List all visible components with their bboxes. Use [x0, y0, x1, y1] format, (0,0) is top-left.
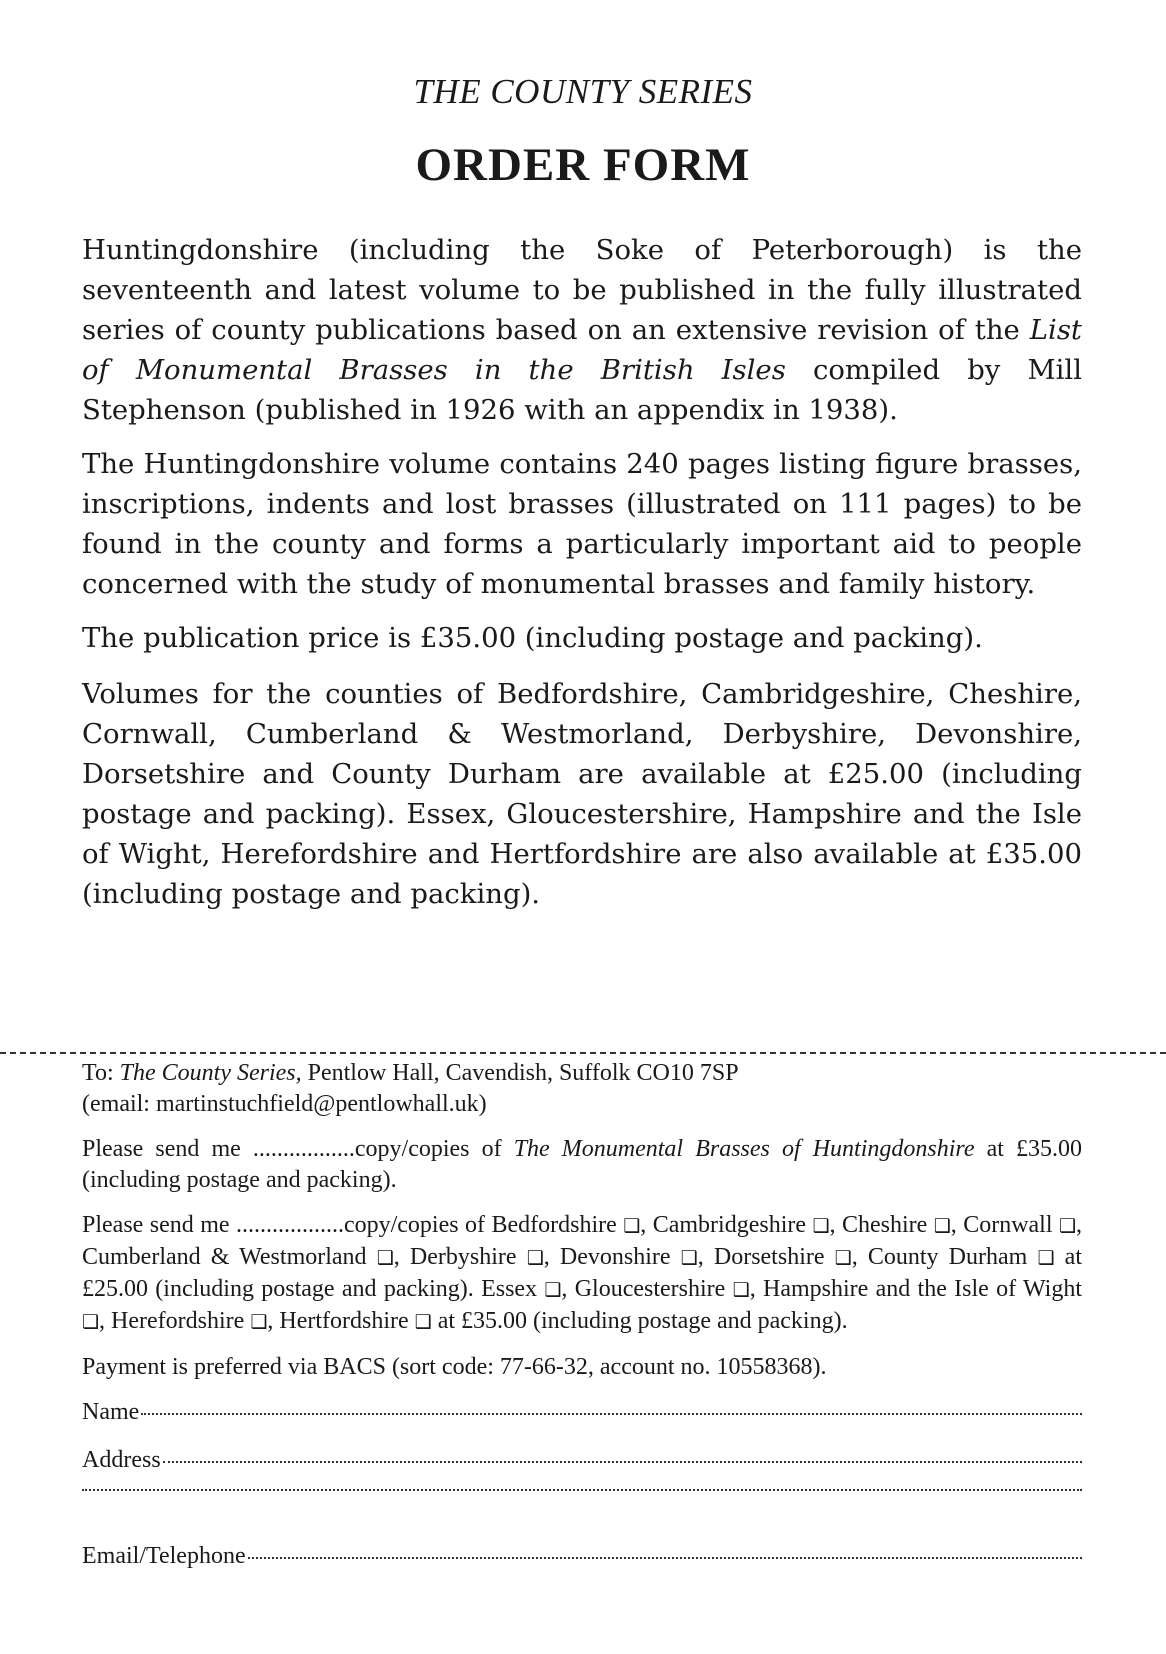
intro-paragraph-1 [82, 230, 1082, 430]
other-volumes-paragraph: Volumes for the counties of Bedfordshire, Cambridgeshire, Cheshire, Cornwall, Cumberland & Westmorland, Derbyshire, Devonshire, Dorsetshire and County Durham are available at £25.00 (including postage and packing). Essex, Gloucestershire, Hampshire and the Isle of Wight, Herefordshire and Hertfordshire are also available at £35.00 (including postage and packing). [82, 678, 1082, 910]
other-volumes-order-line [82, 1210, 1082, 1338]
series-heading: THE COUNTY SERIES [413, 72, 753, 111]
address-field-line-2[interactable] [82, 1493, 1082, 1541]
checkbox-cumberland-westmorland[interactable]: ❑ [376, 1247, 394, 1269]
checkbox-devonshire[interactable]: ❑ [680, 1247, 698, 1269]
email-line: (email: martinstuchfield@pentlowhall.uk) [82, 1091, 487, 1117]
checkbox-derbyshire[interactable]: ❑ [526, 1247, 544, 1269]
checkbox-hampshire-isle-of-wight[interactable]: ❑ [82, 1311, 100, 1333]
email-telephone-label: Email/Telephone [82, 1543, 246, 1569]
order-form [82, 1058, 1082, 1589]
send2-text: , Cheshire [829, 1212, 934, 1238]
send2-text: , Devonshire [543, 1244, 681, 1270]
payment-line: Payment is preferred via BACS (sort code: 77-66-32, account no. 10558368). [82, 1354, 827, 1380]
address-label: Address [82, 1447, 161, 1473]
send2-text: at £25.00 (including postage and packing). Essex [82, 1244, 1083, 1302]
send2-text: , Cambridgeshire [640, 1212, 813, 1238]
send2-text: , Dorsetshire [697, 1244, 835, 1270]
recipient-address [82, 1058, 1082, 1120]
checkbox-gloucestershire[interactable]: ❑ [732, 1279, 750, 1301]
send1-book-title: The Monumental Brasses of Huntingdonshire [513, 1136, 975, 1162]
to-line [82, 1058, 1082, 1089]
price-paragraph: The publication price is £35.00 (including postage and packing). [82, 622, 983, 654]
checkbox-essex[interactable]: ❑ [544, 1279, 562, 1301]
intro-p1-end: compiled by Mill Stephenson (published in 1926 with an appendix in 1938). [82, 354, 1082, 426]
checkbox-cambridgeshire[interactable]: ❑ [812, 1215, 830, 1237]
email-telephone-dotted-line[interactable] [248, 1557, 1082, 1559]
to-address: Pentlow Hall, Cavendish, Suffolk CO10 7SP [301, 1060, 739, 1086]
checkbox-hertfordshire[interactable]: ❑ [414, 1311, 432, 1333]
checkbox-cornwall[interactable]: ❑ [1058, 1215, 1077, 1237]
checkbox-dorsetshire[interactable]: ❑ [834, 1247, 852, 1269]
email-telephone-field[interactable] [82, 1541, 1082, 1589]
checkbox-county-durham[interactable]: ❑ [1037, 1247, 1055, 1269]
intro-p1-start: Huntingdonshire (including the Soke of Peterborough) is the seventeenth and latest volume to be published in the fully illustrated series of county publications based on an extensive revision of the [82, 234, 1082, 346]
cut-here-dashed-line [0, 1052, 1166, 1054]
send1-end: at £35.00 (including postage and packing). [82, 1136, 1082, 1193]
name-dotted-line[interactable] [141, 1413, 1082, 1415]
send2-text: , Herefordshire [99, 1308, 251, 1334]
send2-text: , Derbyshire [393, 1244, 527, 1270]
address-field[interactable] [82, 1445, 1082, 1493]
intro-p1-book-title: List of Monumental Brasses in the British Isles [82, 314, 1082, 386]
address-dotted-line[interactable] [163, 1461, 1082, 1463]
send2-text: , Cumberland & Westmorland [82, 1212, 1083, 1270]
address-dotted-line-2[interactable] [82, 1489, 1082, 1491]
send2-text: , Cornwall [950, 1212, 1059, 1238]
send2-text: Please send me ..................copy/copies of Bedfordshire [82, 1212, 624, 1238]
page-title: ORDER FORM [415, 139, 751, 191]
name-label: Name [82, 1399, 140, 1425]
to-name: The County Series, [119, 1060, 302, 1086]
checkbox-cheshire[interactable]: ❑ [933, 1215, 951, 1237]
name-field[interactable] [82, 1397, 1082, 1445]
checkbox-bedfordshire[interactable]: ❑ [623, 1215, 641, 1237]
huntingdonshire-order-line [82, 1134, 1082, 1196]
send2-text: , Hertfordshire [267, 1308, 415, 1334]
intro-text [82, 230, 1082, 928]
intro-paragraph-2: The Huntingdonshire volume contains 240 pages listing figure brasses, inscriptions, indents and lost brasses (illustrated on 111 pages) to be found in the county and forms a particularly important aid to people concerned with the study of monumental brasses and family history. [82, 448, 1082, 600]
to-prefix: To: [82, 1060, 120, 1086]
checkbox-herefordshire[interactable]: ❑ [250, 1311, 268, 1333]
send2-text: , Gloucestershire [561, 1276, 733, 1302]
send2-text: , Hampshire and the Isle of Wight [749, 1276, 1083, 1302]
send2-text: , County Durham [851, 1244, 1038, 1270]
send1-start: Please send me .................copy/copies of [82, 1136, 514, 1162]
send2-text: at £35.00 (including postage and packing). [431, 1308, 848, 1334]
